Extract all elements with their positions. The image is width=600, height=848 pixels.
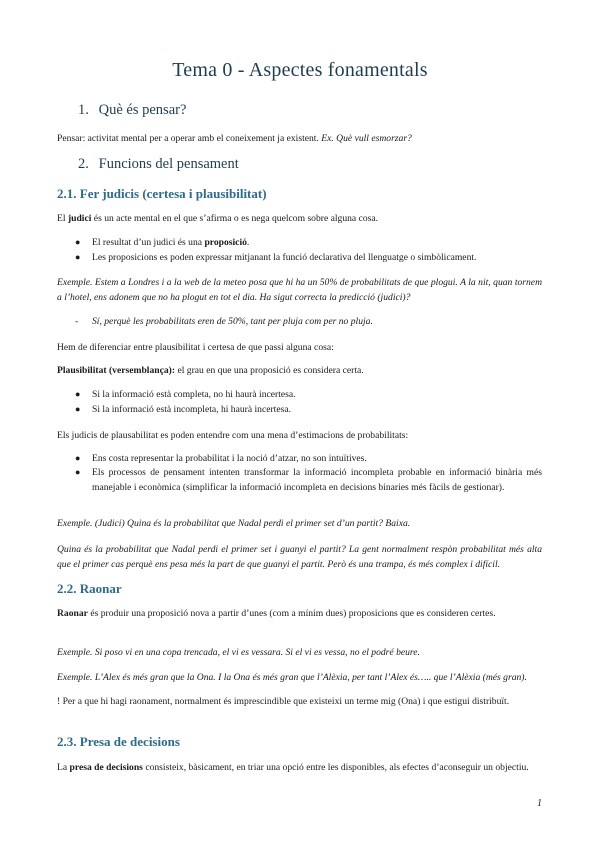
bullet-icon: ● (75, 252, 81, 262)
differentiate-text: Hem de diferenciar entre plausibilitat i certesa de que passi alguna cosa: (57, 342, 334, 353)
plausibilitat-definition (57, 363, 542, 378)
subsection-2-2-heading: 2.2. Raonar (57, 581, 122, 596)
bullet-icon: ● (75, 237, 81, 247)
example-2 (57, 516, 542, 531)
example-1-answer-text: Sí, perquè les probabilitats eren de 50%, tant per pluja com per no pluja. (92, 316, 373, 327)
dash-marker: - (75, 316, 79, 327)
bullet-icon: ● (75, 453, 81, 463)
presa-decisions-term: presa de decisions (69, 762, 143, 773)
judici-def-post: és un acte mental en el que s’afirma o es nega quelcom sobre alguna cosa. (91, 213, 379, 224)
bullet-text: El resultat d’un judici és una (92, 237, 205, 248)
section-1-heading (78, 102, 186, 119)
bullet-text: Ens costa representar la probabilitat i la noció d’atzar, no son intuïtives. (92, 453, 367, 464)
plausibilitat-term: Plausibilitat (versemblança): (57, 365, 176, 376)
bullet-text: Si la informació està completa, no hi haurà incertesa. (92, 389, 296, 400)
example-3: Exemple. Si poso vi en una copa trencada, el vi es vessara. Si el vi es vessa, no el podré beure. (57, 647, 420, 658)
pensar-definition (57, 131, 542, 146)
example-2-answer: Baixa. (385, 518, 411, 529)
pensar-text: activitat mental per a operar amb el coneixement ja existent. (85, 133, 322, 144)
presa-def-pre: La (57, 762, 70, 773)
judici-term: judici (67, 213, 92, 224)
pensar-label: Pensar: (57, 133, 86, 144)
judici-def-pre: El (57, 213, 68, 224)
bullet-icon: ● (75, 404, 81, 414)
subsection-2-3-heading: 2.3. Presa de decisions (57, 734, 180, 749)
bullet-icon: ● (75, 467, 81, 477)
estimacions-text: Els judicis de plausabilitat es poden entendre com una mena d’estimacions de probabilitats: (57, 430, 409, 441)
section-1-number: 1. (78, 102, 89, 118)
example-2-question: Exemple. (Judici) Quina és la probabilitat que Nadal perdi el primer set d’un partit? (57, 518, 386, 529)
example-2-continued: Quina és la probabilitat que Nadal perdi el primer set i guanyi el partit? La gent normalment respòn probabilitat més alta que el primer cas perquè ens pesa més la part de que guanyi el partit. Però és una trampa, és més complex i difícil. (57, 544, 542, 570)
judici-definition (57, 211, 542, 226)
plausibilitat-def-text: el grau en que una proposició es considera certa. (175, 365, 364, 376)
section-1-title: Què és pensar? (98, 102, 187, 118)
page-number: 1 (537, 798, 542, 809)
bullet-text: Si la informació està incompleta, hi haurà incertesa. (92, 404, 291, 415)
pensar-example: Ex. Què vull esmorzar? (321, 133, 412, 144)
presa-def-post: consisteix, bàsicament, en triar una opció entre les disponibles, als efectes d’aconseguir un objectiu. (142, 762, 529, 773)
bullet-text: Les proposicions es poden expressar mitjanant la funció declarativa del llenguatge o simbòlicament. (92, 252, 477, 263)
example-4: Exemple. L’Alex és més gran que la Ona. I la Ona és més gran que l’Alèxia, per tant l’Alex és….. que l’Alèxia (més gran). (57, 672, 527, 683)
proposicio-term: proposició (204, 237, 247, 248)
presa-decisions-definition (57, 760, 542, 775)
bullet-icon: ● (75, 389, 81, 399)
raonar-def-text: és produir una proposició nova a partir d’unes (com a mínim dues) proposicions que es consideren certes. (87, 608, 496, 619)
raonar-term: Raonar (57, 608, 88, 619)
example-1: Exemple. Estem a Londres i a la web de la meteo posa que hi ha un 50% de probabilitats de que plogui. A la nit, quan tornem a l’hotel, ens adonem que no ha plogut en tot el dia. Ha sigut correcta la predicció (judici)? (57, 277, 542, 303)
page-title: Tema 0 - Aspectes fonamentals (172, 59, 428, 81)
bullet-text: Els processos de pensament intenten transformar la informació incompleta probable en informació binària més manejable i econòmica (simplificar la informació incompleta en decisions binaries més fàcils de gestionar). (92, 467, 542, 493)
section-2-heading (78, 156, 239, 173)
section-2-title: Funcions del pensament (98, 156, 239, 172)
section-2-number: 2. (78, 156, 89, 172)
raonar-definition (57, 606, 542, 621)
bullet-text: . (246, 237, 250, 248)
subsection-2-1-heading: 2.1. Fer judicis (certesa i plausibilitat) (57, 186, 267, 201)
raonar-note: ! Per a que hi hagi raonament, normalment és imprescindible que existeixi un terme mig (Ona) i que estigui distribuït. (57, 696, 510, 707)
